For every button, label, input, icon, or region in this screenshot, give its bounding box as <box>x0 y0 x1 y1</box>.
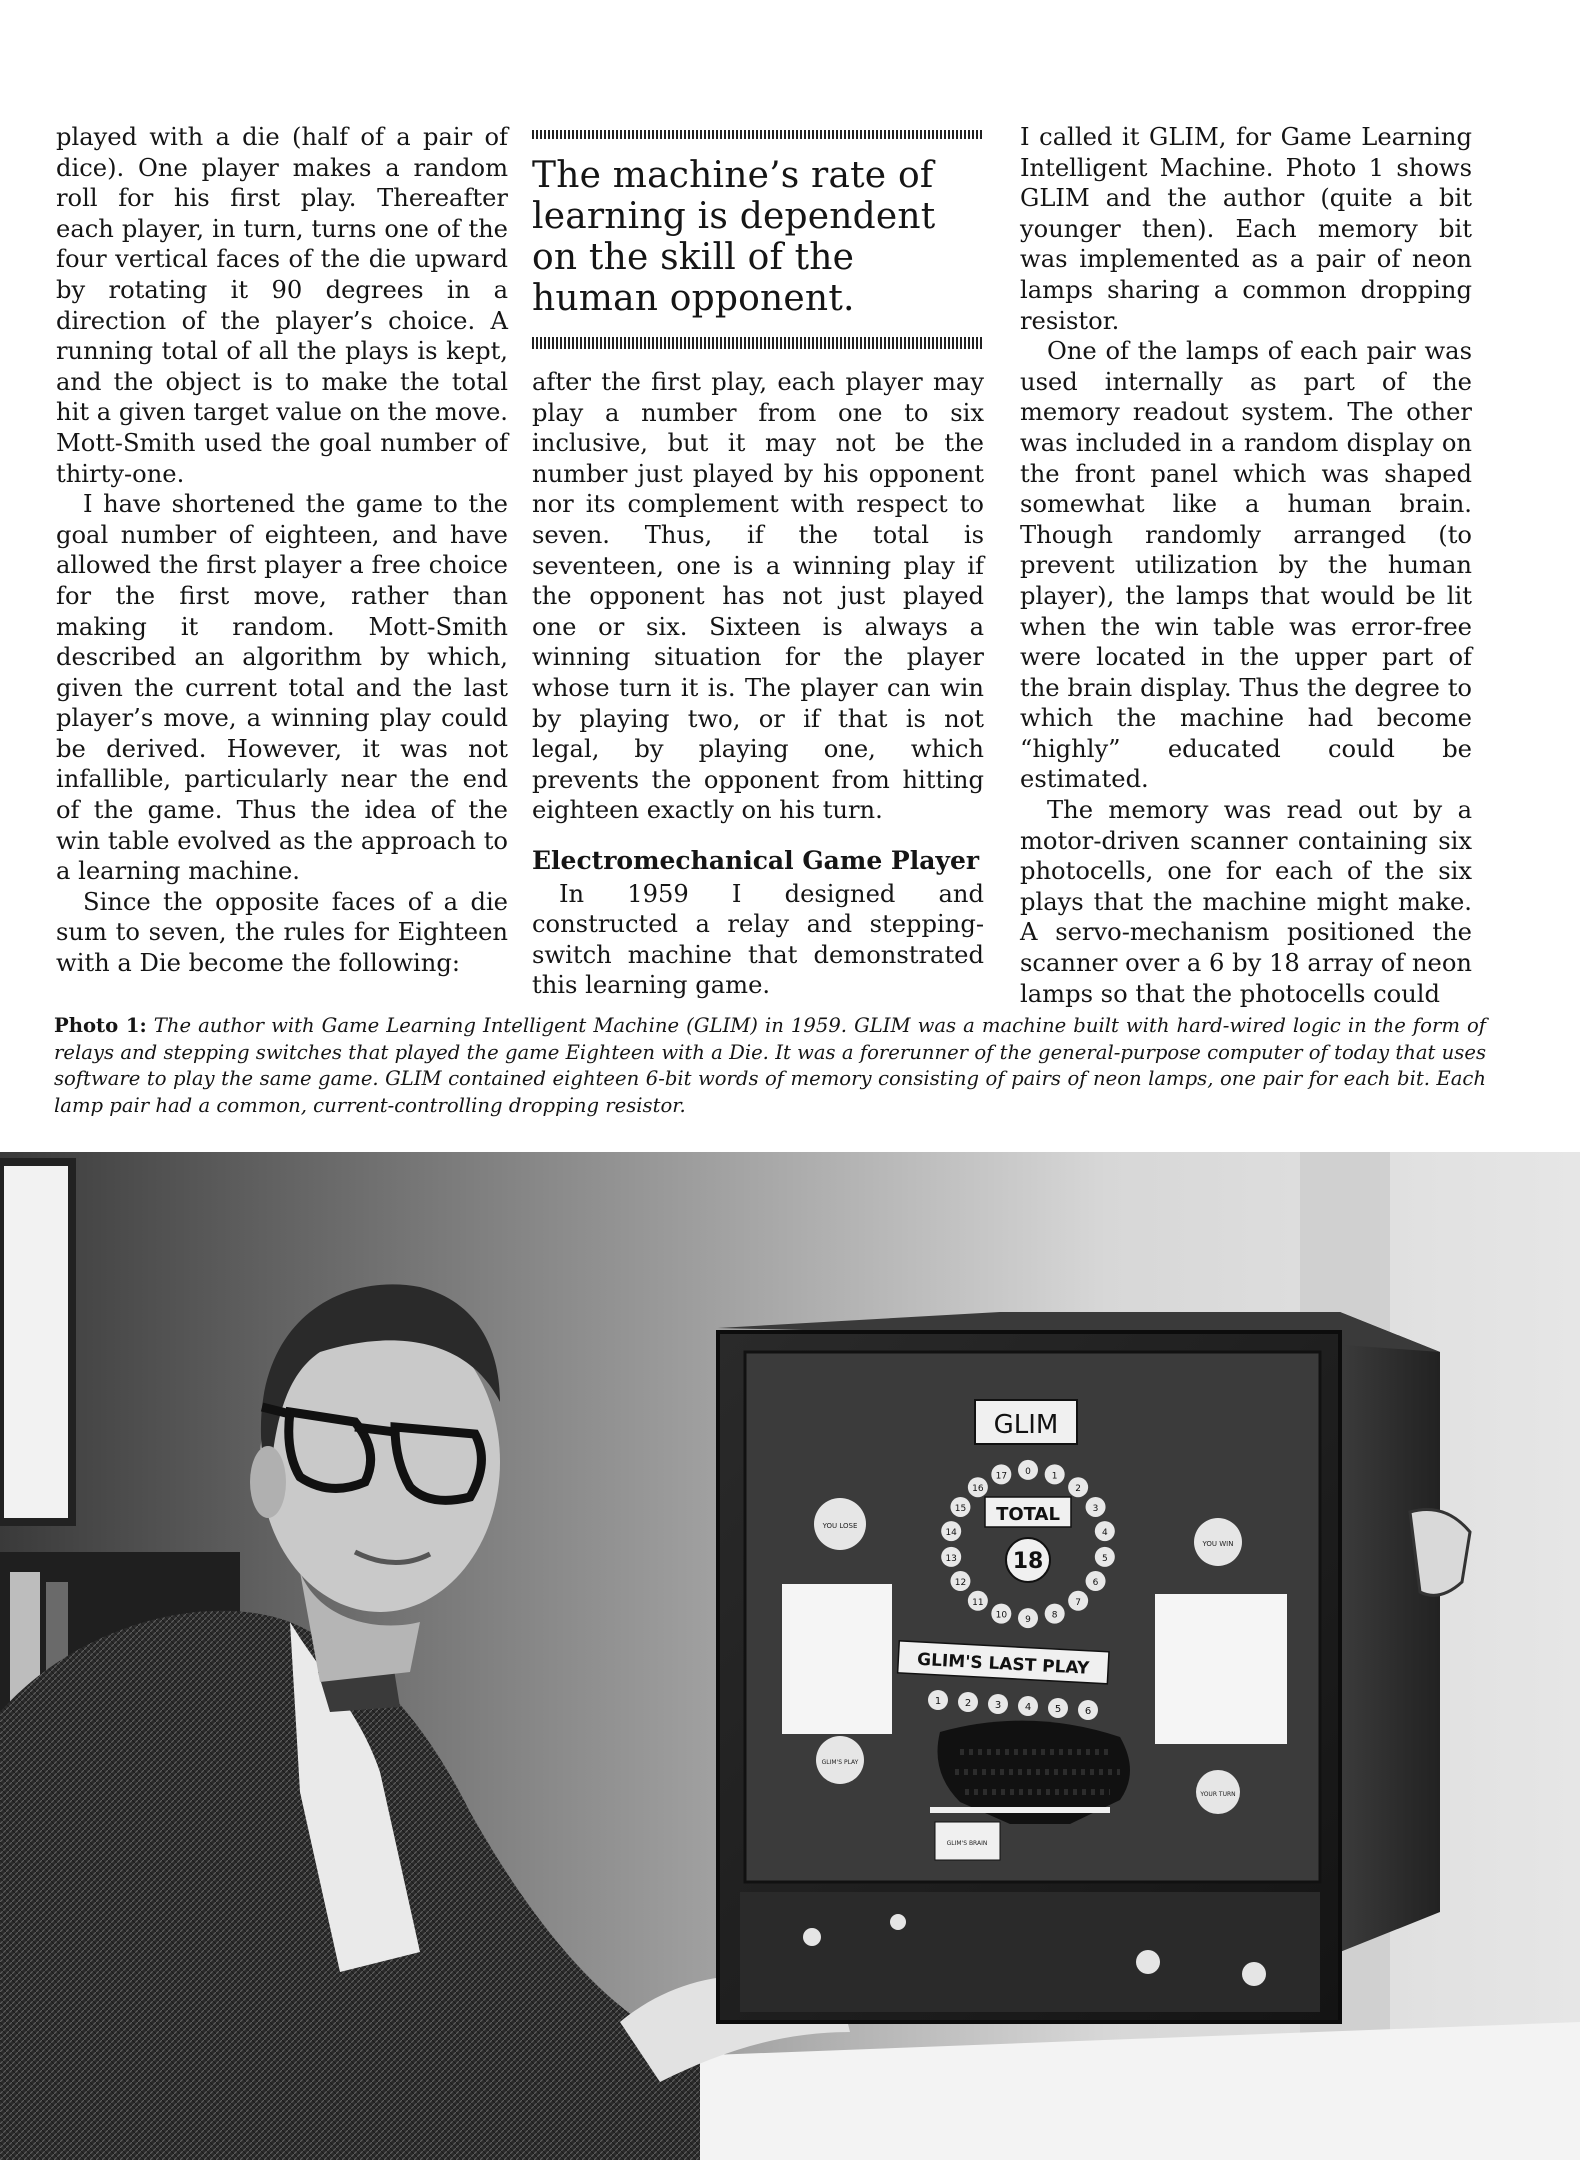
total-value: 18 <box>1012 1549 1044 1574</box>
dial-lamp <box>968 1477 988 1497</box>
column3-paragraph-3: The memory was read out by a motor-driven scanner containing six photocells, one for each of the six plays that the machine might make. A servo-mechanism positioned the scanner over a 6 by 18 array of neon lamps so that the photocells could <box>1020 796 1472 1008</box>
svg-text:YOU WIN: YOU WIN <box>1202 1540 1234 1548</box>
photo-author-with-glim <box>0 1152 1580 2160</box>
dial-lamp <box>950 1497 970 1517</box>
svg-text:14: 14 <box>945 1528 957 1539</box>
column1-paragraph-3: Since the opposite faces of a die sum to seven, the rules for Eighteen with a Die become the following: <box>56 887 508 978</box>
svg-text:3: 3 <box>1092 1503 1099 1514</box>
last-play-lamp <box>988 1694 1008 1714</box>
left-card <box>782 1584 892 1734</box>
svg-text:6: 6 <box>1084 1706 1092 1717</box>
dial-lamp <box>1018 1608 1038 1628</box>
brain-label: GLIM'S BRAIN <box>946 1840 988 1847</box>
svg-text:GLIM'S PLAY: GLIM'S PLAY <box>821 1759 859 1766</box>
dial-lamp <box>941 1547 961 1567</box>
column2-paragraph-1: after the first play, each player may play a number from one to six inclusive, but it may not be the number just played by his opponent nor its complement with respect to seven. Thus, if the total is seventeen, one is a winning play if the opponent has not just played one or six. Sixteen is always a winning situation for the player whose turn it is. The player can win by playing two, or if that is not legal, by playing one, which prevents the opponent from hitting eighteen exactly on his turn. <box>532 368 984 825</box>
svg-text:13: 13 <box>945 1553 957 1564</box>
dial-lamp <box>968 1591 988 1611</box>
svg-text:1: 1 <box>934 1696 942 1707</box>
dial-lamp <box>1095 1547 1115 1567</box>
dial-lamp <box>1095 1521 1115 1541</box>
svg-text:6: 6 <box>1092 1578 1099 1589</box>
dial-lamp <box>1045 1464 1065 1484</box>
svg-text:15: 15 <box>954 1503 967 1514</box>
svg-text:5: 5 <box>1101 1553 1108 1564</box>
control-knob-2 <box>890 1914 906 1930</box>
column3-paragraph-1: I called it GLIM, for Game Learning Intelligent Machine. Photo 1 shows GLIM and the author (quite a bit younger then). Each memory bit was implemented as a pair of neon lamps sharing a common dropping resistor. <box>1020 123 1472 335</box>
pull-quote-rule-top <box>532 130 984 139</box>
svg-text:8: 8 <box>1051 1610 1058 1621</box>
svg-text:17: 17 <box>995 1471 1008 1482</box>
last-play-lamp <box>928 1690 948 1710</box>
svg-text:9: 9 <box>1025 1615 1031 1626</box>
last-play-lamp <box>1078 1700 1098 1720</box>
you-win-lamp <box>1194 1518 1242 1566</box>
control-knob-4 <box>1242 1962 1266 1986</box>
dial-lamp <box>1045 1604 1065 1624</box>
dial-lamp <box>1086 1571 1106 1591</box>
dial-lamp <box>1068 1591 1088 1611</box>
wall-frame <box>0 1162 72 1522</box>
svg-text:4: 4 <box>1024 1702 1032 1713</box>
svg-text:0: 0 <box>1025 1466 1031 1477</box>
caption-label: Photo 1: <box>54 1014 147 1037</box>
machine-handle <box>1410 1510 1470 1596</box>
svg-text:YOU LOSE: YOU LOSE <box>822 1522 858 1530</box>
you-lose-lamp <box>814 1498 866 1550</box>
pull-quote <box>532 130 984 349</box>
pull-quote-text: The machine’s rate of learning is dependent on the skill of the human opponent. <box>532 155 936 319</box>
dial-lamp <box>1068 1477 1088 1497</box>
dial-lamp <box>950 1571 970 1591</box>
text-column-3 <box>1020 122 1472 1009</box>
caption-text: The author with Game Learning Intelligent Machine (GLIM) in 1959. GLIM was a machine built with hard-wired logic in the form of relays and stepping switches that played the game Eighteen with a Die. It was a forerunner of the general-purpose computer of today that uses software to play the same game. GLIM contained eighteen 6-bit words of memory consisting of pairs of neon lamps, one pair for each bit. Each lamp pair had a common, current-controlling dropping resistor. <box>54 1014 1486 1117</box>
svg-text:12: 12 <box>954 1578 967 1589</box>
svg-text:7: 7 <box>1075 1597 1082 1608</box>
last-play-lamp <box>1018 1696 1038 1716</box>
svg-text:11: 11 <box>972 1597 984 1608</box>
column1-paragraph-1: played with a die (half of a pair of dice). One player makes a random roll for his first play. Thereafter each player, in turn, turns one of the four vertical faces of the die upward by rotating it 90 degrees in a direction of the player’s choice. A running total of all the plays is kept, and the object is to make the total hit a given target value on the move. Mott-Smith used the goal number of thirty-one. <box>56 123 508 488</box>
svg-text:10: 10 <box>995 1610 1008 1621</box>
svg-text:1: 1 <box>1051 1471 1058 1482</box>
glim-machine <box>718 1312 1470 2022</box>
dial-lamp <box>1086 1497 1106 1517</box>
column3-paragraph-2: One of the lamps of each pair was used internally as part of the memory readout system. The other was included in a random display on the front panel which was shaped somewhat like a human brain. Though randomly arranged (to prevent utilization by the human player), the lamps that would be lit when the win table was error-free were located in the upper part of the brain display. Thus the degree to which the machine had become “highly” educated could be estimated. <box>1020 337 1472 794</box>
total-label: TOTAL <box>996 1504 1060 1525</box>
svg-text:4: 4 <box>1101 1528 1108 1539</box>
control-knob-3 <box>1136 1950 1160 1974</box>
control-knob-1 <box>803 1928 821 1946</box>
text-column-2 <box>532 122 984 1001</box>
svg-text:5: 5 <box>1054 1704 1062 1715</box>
glim-title: GLIM <box>993 1410 1059 1440</box>
svg-text:2: 2 <box>964 1698 972 1709</box>
photo-caption <box>54 1013 1486 1119</box>
svg-text:16: 16 <box>972 1484 984 1495</box>
svg-text:2: 2 <box>1075 1484 1082 1495</box>
right-card <box>1155 1594 1287 1744</box>
pull-quote-rule-bottom <box>532 337 984 349</box>
your-turn-lamp <box>1196 1770 1240 1814</box>
dial-lamp <box>941 1521 961 1541</box>
dial-lamp <box>991 1464 1011 1484</box>
dial-lamp <box>1018 1460 1038 1480</box>
dial-lamp <box>991 1604 1011 1624</box>
svg-text:3: 3 <box>994 1700 1002 1711</box>
last-play-lamp <box>1048 1698 1068 1718</box>
column2-paragraph-2: In 1959 I designed and constructed a relay and stepping-switch machine that demonstrated this learning game. <box>532 879 984 1000</box>
glim-play-lamp <box>816 1736 864 1784</box>
last-play-lamp <box>958 1692 978 1712</box>
section-heading: Electromechanical Game Player <box>532 845 980 875</box>
last-play-label: GLIM'S LAST PLAY <box>916 1649 1090 1679</box>
text-column-1 <box>56 122 508 979</box>
column1-paragraph-2: I have shortened the game to the goal number of eighteen, and have allowed the first player a free choice for the first move, rather than making it random. Mott-Smith described an algorithm by which, given the current total and the last player’s move, a winning play could be derived. However, it was not infallible, particularly near the end of the game. Thus the idea of the win table evolved as the approach to a learning machine. <box>56 490 508 886</box>
svg-text:YOUR TURN: YOUR TURN <box>1200 1791 1236 1798</box>
